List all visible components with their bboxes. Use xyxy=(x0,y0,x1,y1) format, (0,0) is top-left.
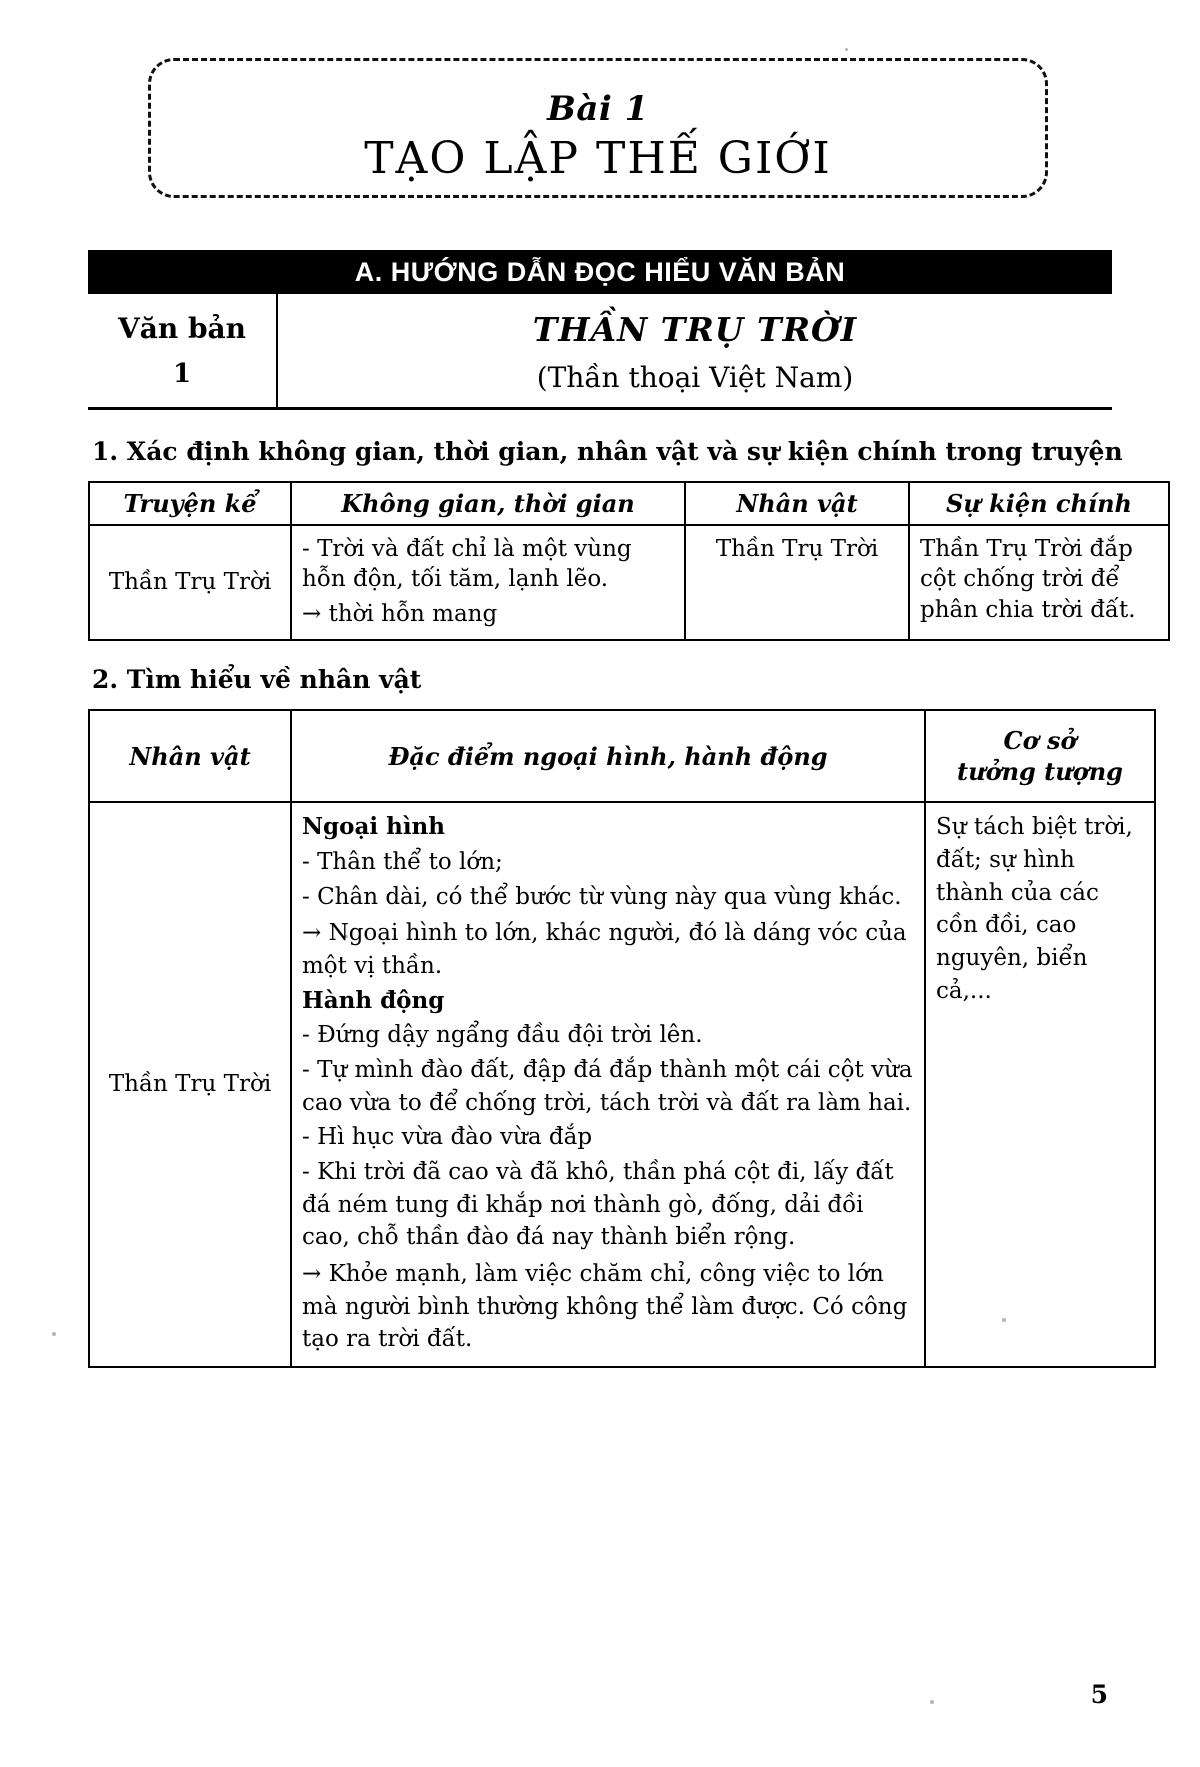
table2-header-co-so-line1: Cơ sở xyxy=(1003,726,1077,755)
table1-header-su-kien: Sự kiện chính xyxy=(909,482,1169,525)
table2-header-co-so xyxy=(925,710,1155,802)
document-title-cell xyxy=(278,294,1112,407)
table1-cell-nhan-vat: Thần Trụ Trời xyxy=(685,525,909,640)
table1-header-truyen-ke: Truyện kể xyxy=(89,482,291,525)
speckle xyxy=(845,48,848,51)
page-number: 5 xyxy=(1090,1680,1108,1709)
speckle xyxy=(930,1700,934,1704)
table1-khong-gian-line-2: → thời hỗn mang xyxy=(302,600,498,627)
question-1-heading: 1. Xác định không gian, thời gian, nhân vật và sự kiện chính trong truyện xyxy=(92,437,1123,466)
lesson-title: TẠO LẬP THẾ GIỚI xyxy=(364,133,832,184)
table1-cell-su-kien: Thần Trụ Trời đắp cột chống trời để phân chia trời đất. xyxy=(909,525,1169,640)
document-number: 1 xyxy=(172,359,192,389)
table1-header-nhan-vat: Nhân vật xyxy=(685,482,909,525)
table1-cell-khong-gian xyxy=(291,525,685,640)
table2-cell-co-so: Sự tách biệt trời, đất; sự hình thành của các cồn đồi, cao nguyên, biển cả,... xyxy=(925,802,1155,1367)
table-row xyxy=(89,525,1169,640)
hanh-dong-line-5: → Khỏe mạnh, làm việc chăm chỉ, công việc to lớn mà người bình thường không thể làm được. Có công tạo ra trời đất. xyxy=(302,1260,908,1353)
ngoai-hinh-line-2: - Chân dài, có thể bước từ vùng này qua vùng khác. xyxy=(302,883,902,910)
question-2-heading: 2. Tìm hiểu về nhân vật xyxy=(92,665,422,694)
table-header-row xyxy=(89,710,1155,802)
table-row xyxy=(89,802,1155,1367)
document-number-cell xyxy=(88,294,278,407)
hanh-dong-line-1: - Đứng dậy ngẩng đầu đội trời lên. xyxy=(302,1022,703,1049)
table-space-time-character-event xyxy=(88,481,1170,641)
table2-header-dac-diem: Đặc điểm ngoại hình, hành động xyxy=(291,710,925,802)
table-header-row xyxy=(89,482,1169,525)
hanh-dong-line-4: - Khi trời đã cao và đã khô, thần phá cột đi, lấy đất đá ném tung đi khắp nơi thành gò, đống, dải đồi cao, chỗ thần đào đá nay thành biển rộng. xyxy=(302,1158,894,1251)
lesson-label: Bài 1 xyxy=(547,89,649,129)
table2-cell-nhan-vat: Thần Trụ Trời xyxy=(89,802,291,1367)
document-title: THẦN TRỤ TRỜI xyxy=(532,310,858,349)
speckle xyxy=(52,1332,56,1336)
document-header xyxy=(88,294,1112,410)
document-subtitle: (Thần thoại Việt Nam) xyxy=(536,361,854,394)
table1-header-khong-gian: Không gian, thời gian xyxy=(291,482,685,525)
hanh-dong-line-3: - Hì hục vừa đào vừa đắp xyxy=(302,1124,593,1151)
table1-khong-gian-line-1: - Trời và đất chỉ là một vùng hỗn độn, tối tăm, lạnh lẽo. xyxy=(302,536,632,593)
ngoai-hinh-line-1: - Thân thể to lớn; xyxy=(302,849,503,876)
document-label: Văn bản xyxy=(117,312,247,345)
table2-header-nhan-vat: Nhân vật xyxy=(89,710,291,802)
ngoai-hinh-line-3: → Ngoại hình to lớn, khác người, đó là dáng vóc của một vị thần. xyxy=(302,920,907,979)
table-character-analysis xyxy=(88,709,1156,1368)
lesson-title-box xyxy=(148,58,1048,198)
section-a-bar: A. HƯỚNG DẪN ĐỌC HIỂU VĂN BẢN xyxy=(88,250,1112,294)
ngoai-hinh-label: Ngoại hình xyxy=(302,813,445,841)
hanh-dong-label: Hành động xyxy=(302,986,445,1014)
table2-header-co-so-line2: tưởng tượng xyxy=(957,757,1123,787)
hanh-dong-line-2: - Tự mình đào đất, đập đá đắp thành một cái cột vừa cao vừa to để chống trời, tách trời và đất ra làm hai. xyxy=(302,1056,913,1116)
table2-cell-dac-diem xyxy=(291,802,925,1367)
table1-cell-truyen-ke: Thần Trụ Trời xyxy=(89,525,291,640)
